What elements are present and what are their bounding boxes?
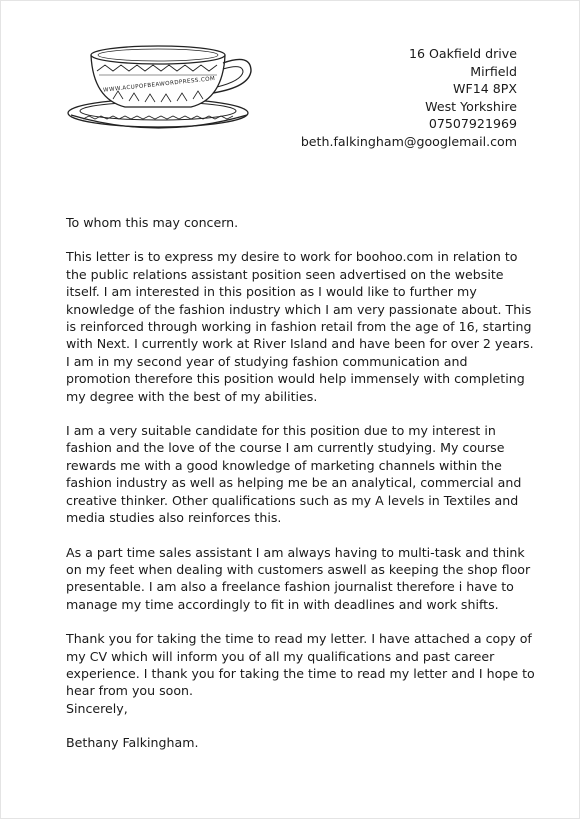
logo-text: WWW.ACUPOFBEAWORDPRESS.COM: [102, 75, 216, 94]
letter-paragraph-4: Thank you for taking the time to read my letter. I have attached a copy of my CV which will inform you of all my qualifications and past career experience. I thank you for taking the time to read my letter and I hope to hear from you soon.: [66, 631, 535, 699]
teacup-logo: [63, 41, 268, 141]
letter-closing: Sincerely,: [66, 700, 128, 716]
address-street: 16 Oakfield drive: [408, 46, 517, 61]
letter-paragraph-1: This letter is to express my desire to work for boohoo.com in relation to the public relations assistant position seen advertised on the website itself. I am interested in this position as I would like to further my knowledge of the fashion industry which I am very passionate about. This is reinforced through working in fashion retail from the age of 16, starting with Next. I currently work at River Island and have been for over 2 years. I am in my second year of studying fashion communication and promotion therefore this position would help immensely with completing my degree with the best of my abilities.: [66, 249, 534, 404]
letter-salutation: To whom this may concern.: [66, 215, 239, 230]
address-email: beth.falkingham@googlemail.com: [300, 133, 517, 149]
letter-paragraph-3: As a part time sales assistant I am always having to multi-task and think on my feet when dealing with customers aswell as keeping the shop floor presentable. I am also a freelance fashion journalist therefore i have to manage my time accordingly to fit in with deadlines and work shifts.: [66, 544, 531, 612]
letter-paragraph-2: I am a very suitable candidate for this position due to my interest in fashion and the love of the course I am currently studying. My course rewards me with a good knowledge of marketing channels within the fashion industry as well as helping me be an analytical, commercial and creative thinker. Other qualifications such as my A levels in Textiles and media studies also reinforces this.: [66, 423, 522, 526]
address-postcode: WF14 8PX: [453, 81, 517, 97]
sender-address: [301, 45, 517, 151]
address-town: Mirfield: [470, 63, 517, 79]
letter-signature: Bethany Falkingham.: [66, 735, 199, 751]
address-phone: 07507921969: [428, 116, 517, 132]
letter-body: [66, 214, 536, 752]
address-county: West Yorkshire: [425, 98, 517, 114]
